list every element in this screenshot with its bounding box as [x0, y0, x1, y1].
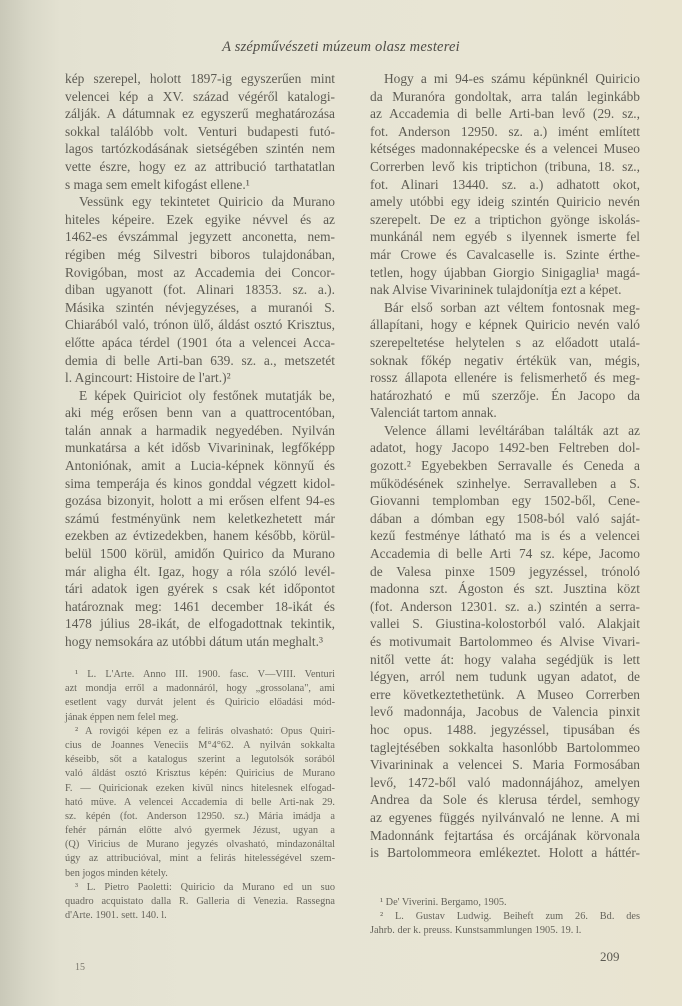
text-line: hoc opus. 1488. jegyzéssel, tipusában és: [370, 721, 640, 737]
footnote-line: ¹ L. L'Arte. Anno III. 1900. fasc. V—VIII. Venturi: [75, 669, 335, 680]
text-line: Accademia di belle Arti 74 sz. képe, Jacomo: [370, 546, 640, 562]
footnote-line: fehér párnán előtte alvó gyermek Jézust, ugyan a: [65, 825, 335, 837]
text-line: határoznak meg: 1461 december 18-ikát és: [65, 598, 335, 614]
text-line: zálják. A dátumnak ez egyszerű meghatározása: [65, 106, 335, 122]
text-line: és motivumait Bartolommeo és Alvise Vivari-: [370, 634, 640, 649]
text-line: lagos tartózkodásának sietségében szintén nem: [65, 141, 335, 157]
text-line: levő, 1472-ből való madonnájához, amelyen: [370, 774, 640, 790]
footnote-line: ben jogos minden kétely.: [65, 867, 168, 879]
footnote-line: sz. képén (fot. Anderson 12950. sz.) Mária imádja a: [65, 810, 335, 822]
text-line: már Crowe és Cavalcaselle is. Szinte érthe-: [370, 246, 640, 262]
running-head: A szépművészeti múzeum olasz mesterei: [222, 39, 460, 55]
text-line: számú festményünk nem keletkezhetett már: [65, 510, 335, 526]
text-line: vette észre, hogy ez az attribució tarthatatlan: [65, 158, 335, 174]
text-line: amely utóbbi egy ideig szintén Quiricio nevén: [370, 194, 640, 210]
text-line: Vivarininak a velencei S. Maria Formosában: [370, 757, 640, 773]
text-line: E képek Quiriciot oly festőnek mutatják be,: [79, 387, 335, 403]
text-line: s maga sem emelt kifogást ellene.¹: [65, 176, 250, 192]
footnote-line: késeibb, sőt a katalogus szerint a legutolsók sorából: [65, 754, 335, 766]
text-line: az egyenes függés nyilvánvaló ne lenne. A mi: [370, 809, 640, 825]
text-line: fot. Alinari 13440. sz. a.) adhatott okot,: [370, 176, 640, 192]
footnote-line: d'Arte. 1901. sett. 140. l.: [65, 910, 167, 922]
right-column-body: [370, 70, 640, 862]
footnote-line: ható müve. A velencei Accademia di belle Arti-nak 29.: [65, 796, 335, 808]
text-line: sima temperája és kinos gonddal végzett kidol-: [65, 475, 335, 491]
text-line: tetlen, hogy újabban Giorgio Sinigaglia¹ magá-: [370, 264, 640, 280]
text-line: diban ugyanott (fot. Alinari 18353. sz. a.).: [65, 282, 335, 298]
text-line: Andrea da Sole és klerusa térdel, semhogy: [370, 792, 640, 808]
footnote-line: úgy az attribucióval, mint a felirás hitelességével szem-: [65, 853, 335, 865]
text-line: szerepelt. De ez a triptichon gyönge iskolás-: [370, 211, 640, 227]
left-column-body: [65, 70, 335, 651]
text-line: nitől vette át: hogy valaha segédjük is lett: [370, 651, 640, 667]
left-column-footnotes: [65, 668, 335, 923]
text-line: Correrben levő kis triptichon (tribuna, 18. sz.,: [370, 158, 640, 174]
text-line: tári adatok igen gyérek s csak két időpontot: [65, 581, 335, 597]
text-line: talán annak a harmadik negyedében. Nyilván: [65, 422, 335, 438]
text-line: nak Alvise Vivarininek tulajdonítja ezt a képet.: [370, 282, 622, 298]
text-line: madonna szt. Ágoston és szt. Jusztina közt: [370, 581, 640, 597]
text-line: működésének szinhelye. Serravalleben a S.: [370, 475, 640, 491]
text-line: hiteles képeire. Ezek egyike névvel és az: [65, 211, 335, 227]
text-line: 1478 július 28-ikát, de elfogadottnak tekintik,: [65, 616, 335, 632]
text-line: fot. Anderson 12950. sz. a.) imént említett: [370, 123, 640, 139]
text-line: hogy nemsokára az utóbbi dátum után meghalt.³: [65, 634, 323, 649]
footnote-line: való áldást osztó Krisztus képén: Quiricius de Murano: [65, 768, 335, 780]
text-line: taglejtésében sokkalta hasonlóbb Bartolommeo: [370, 739, 640, 755]
text-line: Valenciát tartom annak.: [370, 405, 497, 421]
text-line: adatot, hogy Jacopo 1492-ben Feltreben dol-: [370, 440, 640, 456]
text-line: levő madonnája, Jacobus de Valencia pinxit: [370, 704, 640, 720]
text-line: aki még erősen benn van a quattrocentóban,: [65, 405, 335, 421]
text-line: de Valesa pinxe 1509 jegyzéssel, trónoló: [370, 563, 640, 579]
text-line: Velence állami levéltárában találták azt az: [384, 422, 640, 438]
text-line: vallei S. Giustina-kolostorból való. Alakjait: [370, 616, 640, 632]
footnote-line: ² A rovigói képen ez a felirás olvasható: Opus Quiri-: [75, 725, 335, 737]
text-line: sokkal találóbb volt. Venturi budapesti futó-: [65, 123, 335, 139]
text-line: soknak főkép negativ értékük van, mégis,: [370, 352, 640, 368]
right-column-footnotes: [370, 896, 640, 939]
page-number: 209: [600, 949, 620, 964]
text-line: Antoniónak, amit a Lucia-képnek könnyű és: [65, 458, 335, 474]
text-line: Giovanni templomban egy 1502-ből, Cene-: [370, 493, 640, 509]
text-line: munkatársa a két idősb Vivarininak, legfőképp: [65, 440, 335, 456]
text-line: Másika szintén névjegyzéses, a muranói S.: [65, 299, 335, 315]
text-line: régiben még Silvestri biboros tulajdonában,: [65, 246, 335, 262]
text-line: már aligha élt. Igaz, hogy a róla szóló levél-: [65, 563, 335, 579]
footnote-line: ³ L. Pietro Paoletti: Quiricio da Murano ed un suo: [75, 881, 335, 893]
text-line: velencei kép a XV. század végéről katalogi-: [65, 88, 335, 104]
footnote-line: esetlent vagy durvát jelent és Quiricio előadási mód-: [65, 697, 335, 709]
text-line: demia di belle Arti-ban 639. sz. a., metszetét: [65, 352, 335, 368]
footnote-line: (Q) Viricius de Murano jegyzés olvasható, mindazonáltal: [65, 839, 335, 851]
footnote-line: ¹ De' Viverini. Bergamo, 1905.: [380, 897, 507, 908]
text-line: da Muranóra gondoltak, arra talán leginkább: [370, 88, 640, 104]
text-line: Chiarából való, trónon ülő, áldást osztó Krisztus,: [65, 317, 335, 333]
text-line: erre következtethetünk. A Museo Correrben: [370, 686, 640, 702]
text-line: Bár első sorban azt véltem fontosnak meg-: [384, 299, 640, 315]
footnote-line: F. — Quiricionak ezeken kivül nincs hitelesnek elfogad-: [65, 782, 335, 794]
text-line: az Accademia di belle Arti-ban levő (29. sz.,: [370, 106, 640, 122]
footnote-line: quadro acquistato dalla R. Galleria di Venezia. Rassegna: [65, 896, 335, 907]
text-line: Hogy a mi 94-es számu képünknél Quiricio: [384, 71, 640, 86]
text-line: előtte apáca térdel (1901 óta a velencei Acca-: [65, 334, 335, 350]
text-line: Madonnánk fejtartása és orcájának körvonala: [370, 827, 640, 843]
footnote-line: ² L. Gustav Ludwig. Beiheft zum 26. Bd. des: [380, 911, 640, 923]
text-line: kétséges madonnaképecske és a velencei Museo: [370, 141, 640, 157]
text-line: 1462-es évszámmal jegyzett anconetta, nem-: [65, 229, 335, 245]
text-line: kép szerepel, holott 1897-ig egyszerűen mint: [65, 71, 335, 86]
text-line: Rovigóban, most az Accademia dei Concor-: [65, 264, 335, 280]
footnote-line: cius de Joannes Veneciis M°4°62. A nyilván sokkalta: [65, 739, 335, 751]
text-line: légyen, arról nem tudunk ugyan adatot, de: [370, 669, 640, 685]
text-line: gozása bizonyit, holott a mi erősen elfent 94-es: [65, 493, 335, 509]
footnote-line: jának éppen nem felel meg.: [65, 711, 179, 723]
text-line: határozható e mű szerzője. Én Jacopo da: [370, 387, 640, 403]
text-line: belül 1500 körül, amidőn Quirico da Murano: [65, 546, 335, 562]
text-line: dában a dómban egy 1508-ból való saját-: [370, 510, 640, 526]
text-line: állapítani, hogy e képnek Quiricio nevén való: [370, 317, 640, 333]
footnote-line: Jahrb. der k. preuss. Kunstsammlungen 1905. 19. l.: [370, 925, 582, 937]
footnote-line: azt mondja erről a madonnáról, hogy „grossolana", ami: [65, 683, 335, 695]
text-line: l. Agincourt: Histoire de l'art.)²: [65, 370, 231, 386]
text-line: szerepeltetése helytelen s az előadott utalá-: [370, 334, 640, 350]
text-line: Vessünk egy tekintetet Quiricio da Murano: [79, 194, 335, 210]
text-line: (fot. Anderson 12301. sz. a.) szintén a serra-: [370, 598, 640, 614]
text-line: is Bartolommeora emlékeztet. Holott a háttér-: [370, 845, 640, 861]
text-line: munkánál nem egyéb s ilyennek ismerte fel: [370, 229, 640, 245]
text-line: kezű festménye látható ma is és a velencei: [370, 528, 640, 544]
text-line: gozott.² Egyebekben Serravalle és Ceneda a: [370, 458, 640, 474]
signature-mark: 15: [75, 962, 85, 973]
text-line: rossz állapota ellenére is felismerhető és meg-: [370, 370, 640, 386]
text-line: ezekben az évtizedekben, hanem később, körül-: [65, 528, 335, 544]
